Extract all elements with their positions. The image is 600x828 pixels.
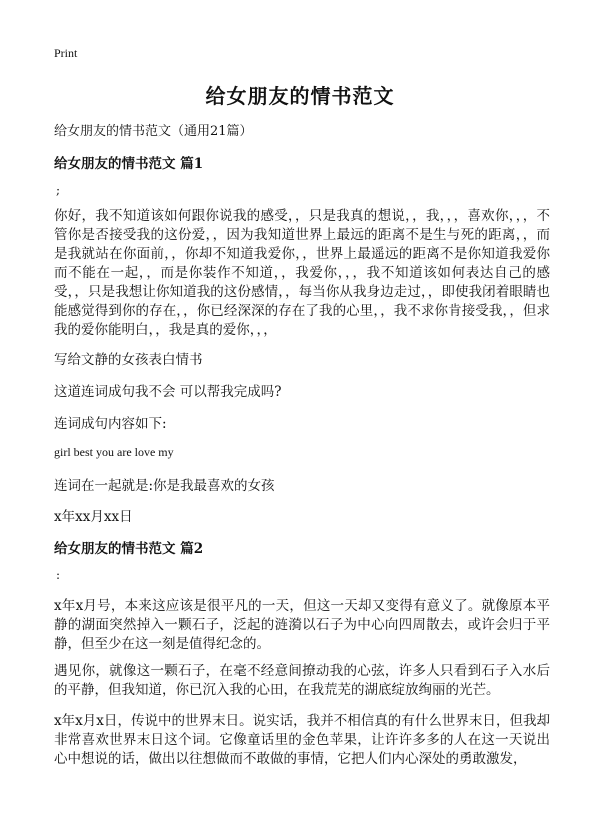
section-heading-1: 给女朋友的情书范文 篇1 [54, 156, 204, 172]
paragraph-1: 你好，我不知道该如何跟你说我的感受，，只是我真的想说，，我，，，喜欢你，，，不管你是否接受我的这份爱，，因为我知道世界上最远的距离不是生与死的距离，，而是我就站在你面前，，你却不知道我爱你，，世界上最遥远的距离不是你知道我爱你而不能在一起，，而是你装作不知道，，我爱你，，，我不知道该如何表达自己的感受，，只是我想让你知道我的这份感情，，每当你从我身边走过，，即使我闭着眼睛也能感觉得到你的存在，，你已经深深的存在了我的心里，，我不求你肯接受我，，但求我的爱你能明白，，我是真的爱你，，， [54, 208, 550, 338]
paragraph-4: x年x月x日，传说中的世界末日。说实话，我并不相信真的有什么世界末日，但我却非常喜欢世界末日这个词。它像童话里的金色苹果，让许许多多的人在这一天说出心中想说的话，做出以往想做而不敢做的事情，它把人们内心深处的勇敢激发， [54, 713, 550, 767]
text-line-1: 写给文静的女孩表白情书 [54, 352, 203, 368]
paragraph-3: 遇见你，就像这一颗石子，在毫不经意间撩动我的心弦，许多人只看到石子入水后的平静，但我知道，你已沉入我的心田，在我荒芜的湖底绽放绚丽的光芒。 [54, 663, 550, 698]
text-line-4: girl best you are love my [54, 445, 174, 459]
date-line: x年xx月xx日 [54, 509, 133, 525]
text-line-3: 连词成句内容如下: [54, 416, 167, 432]
subtitle: 给女朋友的情书范文（通用21篇） [54, 124, 253, 139]
section-mark-2: : [56, 568, 61, 582]
text-line-5: 连词在一起就是:你是我最喜欢的女孩 [54, 478, 275, 494]
section-mark-1: ; [56, 183, 61, 197]
paragraph-2: x年x月号，本来这应该是很平凡的一天，但这一天却又变得有意义了。就像原本平静的湖面突然掉入一颗石子，泛起的涟漪以石子为中心向四周散去，或许会归于平静，但至少在这一刻是值得纪念的。 [54, 598, 550, 652]
section-heading-2: 给女朋友的情书范文 篇2 [54, 541, 204, 557]
print-label: Print [54, 46, 78, 60]
page-title: 给女朋友的情书范文 [205, 84, 395, 108]
text-line-2: 这道连词成句我不会 可以帮我完成吗? [54, 384, 282, 400]
